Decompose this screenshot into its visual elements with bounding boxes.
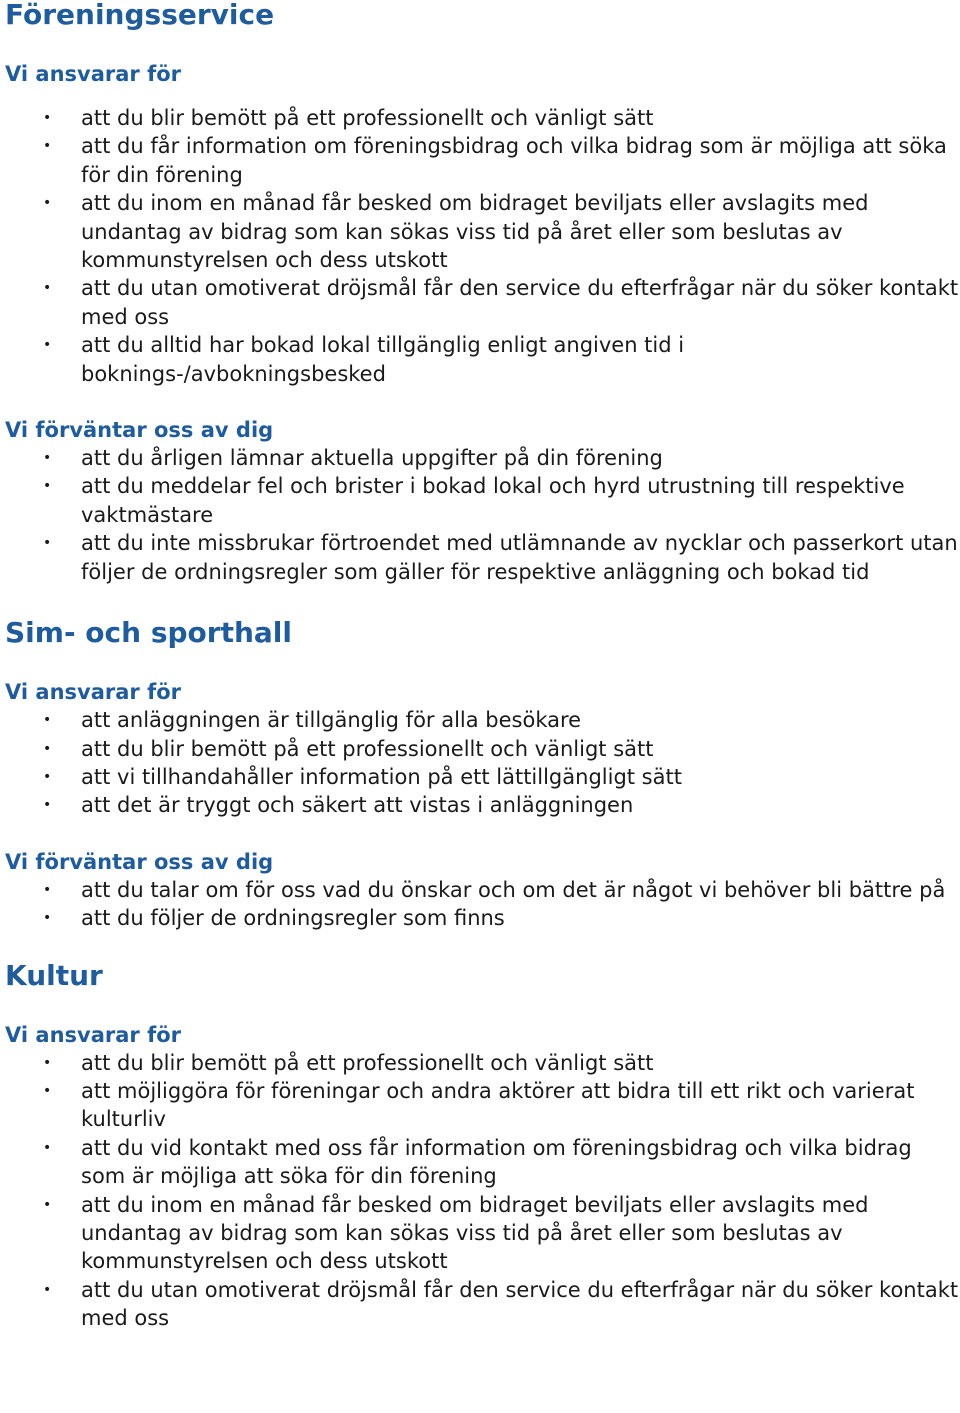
list-item bbox=[5, 104, 960, 132]
bullet-icon: • bbox=[43, 768, 52, 785]
list-item bbox=[5, 735, 960, 763]
list-item bbox=[5, 1134, 960, 1191]
list-item bbox=[5, 444, 960, 472]
list-item bbox=[5, 274, 960, 331]
list-item-text: att du inom en månad får besked om bidraget beviljats eller avslagits med undantag av bidrag som kan sökas viss tid på året eller som beslutas av kommunstyrelsen och dess utskott bbox=[81, 191, 869, 273]
expectation-list bbox=[5, 444, 960, 586]
list-item-text: att du får information om föreningsbidrag och vilka bidrag som är möjliga att söka för din förening bbox=[81, 134, 947, 187]
list-item-text: att du meddelar fel och brister i bokad lokal och hyrd utrustning till respektive vaktmästare bbox=[81, 474, 905, 527]
responsibility-list bbox=[5, 1049, 960, 1333]
bullet-icon: • bbox=[43, 478, 52, 495]
list-item-text: att du blir bemött på ett professionellt och vänligt sätt bbox=[81, 1050, 654, 1075]
list-item-text: att du blir bemött på ett professionellt och vänligt sätt bbox=[81, 736, 654, 761]
list-item-text: att möjliggöra för föreningar och andra aktörer att bidra till ett rikt och varierat kulturliv bbox=[81, 1078, 915, 1132]
bullet-icon: • bbox=[43, 450, 52, 467]
expectation-heading: Vi förväntar oss av dig bbox=[5, 849, 274, 874]
list-item-text: att du årligen lämnar aktuella uppgifter på din förening bbox=[81, 446, 663, 471]
bullet-icon: • bbox=[43, 910, 52, 927]
list-item-text: att du inte missbrukar förtroendet med utlämnande av nycklar och passerkort utan följer de ordningsregler som gäller för respektive anläggning och bokad tid bbox=[81, 531, 958, 584]
list-item-text: att det är tryggt och säkert att vistas i anläggningen bbox=[81, 793, 634, 818]
bullet-icon: • bbox=[43, 1054, 52, 1071]
list-item bbox=[5, 189, 960, 274]
bullet-icon: • bbox=[43, 1082, 52, 1099]
list-item bbox=[5, 1077, 960, 1134]
list-item-text: att du utan omotiverat dröjsmål får den service du efterfrågar när du söker kontakt med oss bbox=[81, 1277, 959, 1331]
bullet-icon: • bbox=[43, 138, 52, 155]
list-item bbox=[5, 529, 960, 586]
bullet-icon: • bbox=[43, 195, 52, 212]
bullet-icon: • bbox=[43, 337, 52, 354]
section-title-foreningsservice: Föreningsservice bbox=[5, 0, 275, 31]
bullet-icon: • bbox=[43, 881, 52, 898]
responsibility-heading: Vi ansvarar för bbox=[5, 62, 181, 86]
expectation-list bbox=[5, 876, 960, 933]
bullet-icon: • bbox=[43, 712, 52, 729]
list-item-text: att du vid kontakt med oss får information om föreningsbidrag och vilka bidrag som är möjliga att söka för din förening bbox=[81, 1135, 912, 1189]
list-item bbox=[5, 904, 960, 932]
bullet-icon: • bbox=[43, 280, 52, 297]
list-item-text: att du blir bemött på ett professionellt och vänligt sätt bbox=[81, 106, 654, 130]
responsibility-heading: Vi ansvarar för bbox=[5, 1022, 181, 1047]
bullet-icon: • bbox=[43, 1281, 52, 1298]
list-item-text: att du utan omotiverat dröjsmål får den service du efterfrågar när du söker kontakt med oss bbox=[81, 276, 959, 329]
bullet-icon: • bbox=[43, 1139, 52, 1156]
responsibility-list bbox=[5, 706, 960, 820]
list-item bbox=[5, 472, 960, 529]
section-title-sim-och-sporthall: Sim- och sporthall bbox=[5, 616, 292, 650]
bullet-icon: • bbox=[43, 740, 52, 757]
list-item bbox=[5, 331, 960, 388]
responsibility-heading: Vi ansvarar för bbox=[5, 680, 181, 705]
list-item bbox=[5, 1276, 960, 1333]
list-item bbox=[5, 791, 960, 819]
responsibility-list bbox=[5, 104, 960, 388]
list-item bbox=[5, 876, 960, 904]
bullet-icon: • bbox=[43, 535, 52, 552]
list-item-text: att vi tillhandahåller information på ett lättillgängligt sätt bbox=[81, 764, 682, 789]
list-item bbox=[5, 763, 960, 791]
section-title-kultur: Kultur bbox=[5, 958, 103, 992]
list-item-text: att du följer de ordningsregler som finns bbox=[81, 906, 505, 931]
list-item-text: att du inom en månad får besked om bidraget beviljats eller avslagits med undantag av bidrag som kan sökas viss tid på året eller som beslutas av kommunstyrelsen och dess utskott bbox=[81, 1192, 869, 1274]
list-item bbox=[5, 132, 960, 189]
list-item bbox=[5, 1049, 960, 1077]
bullet-icon: • bbox=[43, 110, 52, 126]
list-item-text: att du alltid har bokad lokal tillgänglig enligt angiven tid i boknings-/avbokningsbesked bbox=[81, 333, 685, 386]
list-item-text: att anläggningen är tillgänglig för alla besökare bbox=[81, 708, 582, 733]
list-item bbox=[5, 706, 960, 734]
list-item bbox=[5, 1191, 960, 1276]
list-item-text: att du talar om för oss vad du önskar och om det är något vi behöver bli bättre på bbox=[81, 877, 946, 902]
bullet-icon: • bbox=[43, 797, 52, 814]
expectation-heading: Vi förväntar oss av dig bbox=[5, 418, 274, 443]
bullet-icon: • bbox=[43, 1196, 52, 1213]
